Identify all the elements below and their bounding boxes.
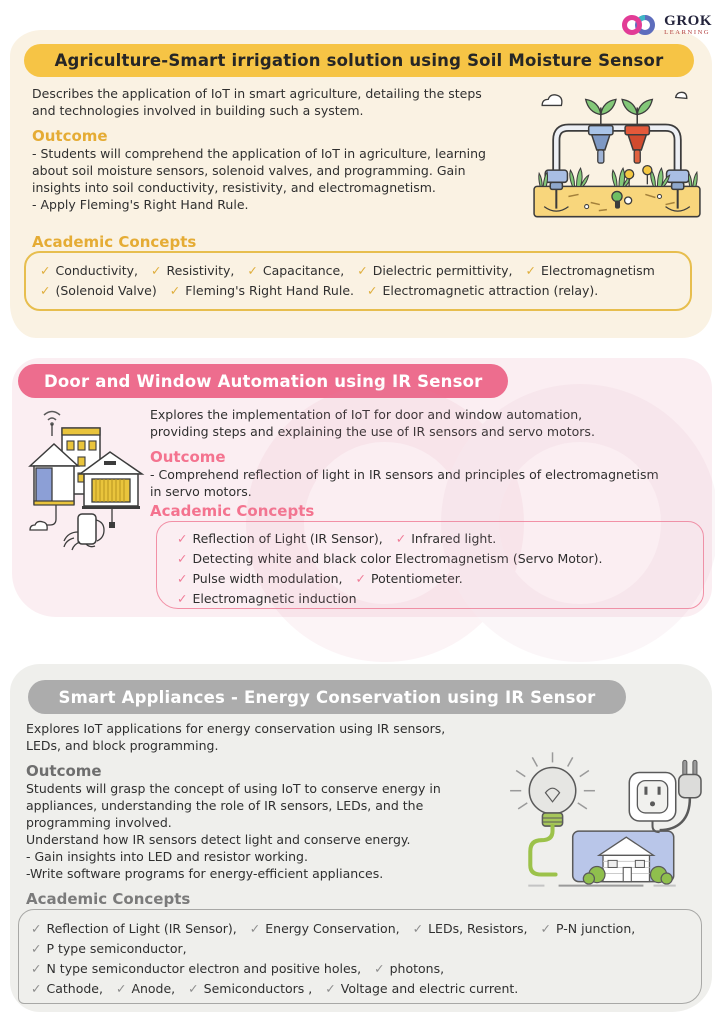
irrigation-scene-icon xyxy=(528,86,706,224)
check-icon: ✓ xyxy=(177,571,188,586)
concept-item-label: Dielectric permittivity, xyxy=(372,263,513,278)
outcome-heading: Outcome xyxy=(32,127,108,145)
check-icon: ✓ xyxy=(374,961,385,976)
concept-item-label: P-N junction, xyxy=(556,921,636,936)
concept-item-label: Resistivity, xyxy=(166,263,235,278)
concept-item-label: Reflection of Light (IR Sensor), xyxy=(46,921,237,936)
concept-item xyxy=(177,549,602,569)
text-line: Students will grasp the concept of using IoT to conserve energy in xyxy=(26,781,441,796)
concept-item-label: Electromagnetic induction xyxy=(192,591,357,606)
check-icon: ✓ xyxy=(31,921,42,936)
energy-scene-icon xyxy=(500,750,702,890)
check-icon: ✓ xyxy=(412,921,424,936)
concept-item xyxy=(31,919,237,939)
concept-item-label: Pulse width modulation, xyxy=(192,571,343,586)
text-line: -Write software programs for energy-efficient appliances. xyxy=(26,866,384,881)
concept-item-label: Cathode, xyxy=(46,981,103,996)
concept-item-label: Electromagnetic attraction (relay). xyxy=(382,283,599,298)
text-line: Explores the implementation of IoT for door and window automation, xyxy=(150,407,583,422)
section-description xyxy=(26,720,445,754)
grok-rings-icon xyxy=(621,12,659,38)
concept-line xyxy=(31,959,689,979)
academic-concepts-heading: Academic Concepts xyxy=(26,890,191,908)
concept-line xyxy=(177,529,693,549)
smart-irrigation-illustration xyxy=(528,86,706,224)
concept-item-label: Reflection of Light (IR Sensor), xyxy=(192,531,383,546)
concept-item-label: Capacitance, xyxy=(262,263,345,278)
outcome-heading: Outcome xyxy=(150,448,226,466)
text-line: - Gain insights into LED and resistor working. xyxy=(26,849,308,864)
concept-item-label: Anode, xyxy=(131,981,176,996)
academic-concepts-box xyxy=(156,521,704,609)
check-icon: ✓ xyxy=(169,283,181,298)
section-title-smart-appliances xyxy=(28,680,626,714)
section-door-window xyxy=(12,358,712,617)
check-icon: ✓ xyxy=(525,263,536,278)
text-line: - Comprehend reflection of light in IR sensors and principles of electromagnetism xyxy=(150,467,659,482)
academic-concepts-box xyxy=(24,251,692,311)
concept-item-label: P type semiconductor, xyxy=(46,941,187,956)
logo-subtitle-text: LEARNING xyxy=(664,28,711,36)
concept-item-label: photons, xyxy=(389,961,445,976)
section-title-text: Door and Window Automation using IR Sensor xyxy=(44,371,483,391)
concept-item xyxy=(31,979,103,999)
concept-item-label: (Solenoid Valve) xyxy=(55,283,157,298)
outcome-text xyxy=(150,466,659,500)
concept-item xyxy=(367,281,598,301)
concept-item xyxy=(40,261,138,281)
check-icon: ✓ xyxy=(151,263,162,278)
concept-item xyxy=(374,959,444,979)
concept-line xyxy=(31,919,689,939)
concept-item xyxy=(413,919,528,939)
concept-line xyxy=(40,281,676,301)
concept-item xyxy=(541,919,636,939)
check-icon: ✓ xyxy=(247,263,258,278)
concept-item-label: Potentiometer. xyxy=(371,571,463,586)
concept-item-label: Electromagnetism xyxy=(540,263,655,278)
concept-line xyxy=(177,569,693,589)
check-icon: ✓ xyxy=(31,961,42,976)
check-icon: ✓ xyxy=(177,531,188,546)
section-title-agriculture xyxy=(24,44,694,77)
logo-brand-text: GROK xyxy=(664,12,712,29)
text-line: insights into soil conductivity, resistivity, and electromagnetism. xyxy=(32,180,436,195)
concept-item-label: Fleming's Right Hand Rule. xyxy=(185,283,354,298)
check-icon: ✓ xyxy=(540,921,552,936)
check-icon: ✓ xyxy=(40,263,51,278)
outcome-heading: Outcome xyxy=(26,762,102,780)
house-automation-illustration xyxy=(22,402,150,552)
concept-item-label: Energy Conservation, xyxy=(265,921,400,936)
concept-item xyxy=(31,959,361,979)
check-icon: ✓ xyxy=(188,981,199,996)
academic-concepts-heading: Academic Concepts xyxy=(32,233,197,251)
text-line: in servo motors. xyxy=(150,484,252,499)
concept-item xyxy=(40,281,157,301)
concept-item xyxy=(170,281,354,301)
check-icon: ✓ xyxy=(177,551,188,566)
concept-item-label: Voltage and electric current. xyxy=(340,981,519,996)
brand-logo xyxy=(621,12,712,38)
text-line: appliances, understanding the role of IR sensors, LEDs, and the xyxy=(26,798,424,813)
text-line: providing steps and explaining the use of IR sensors and servo motors. xyxy=(150,424,595,439)
concept-item-label: N type semiconductor electron and positive holes, xyxy=(46,961,362,976)
outcome-text xyxy=(32,145,486,213)
check-icon: ✓ xyxy=(31,941,42,956)
section-description xyxy=(32,85,482,119)
concept-item xyxy=(116,979,175,999)
concept-item xyxy=(177,589,357,609)
section-smart-appliances xyxy=(10,664,712,1012)
concept-item xyxy=(151,261,234,281)
concept-line xyxy=(177,589,693,609)
concept-item xyxy=(177,529,383,549)
concept-item xyxy=(188,979,312,999)
check-icon: ✓ xyxy=(31,981,42,996)
check-icon: ✓ xyxy=(357,263,368,278)
text-line: programming involved. xyxy=(26,815,172,830)
text-line: Describes the application of IoT in smart agriculture, detailing the steps xyxy=(32,86,482,101)
text-line: about soil moisture sensors, solenoid valves, and programming. Gain xyxy=(32,163,466,178)
check-icon: ✓ xyxy=(395,531,407,546)
academic-concepts-heading: Academic Concepts xyxy=(150,502,315,520)
check-icon: ✓ xyxy=(40,283,51,298)
concept-item-label: Detecting white and black color Electromagnetism (Servo Motor). xyxy=(192,551,603,566)
concept-item xyxy=(31,939,187,959)
text-line: - Apply Fleming's Right Hand Rule. xyxy=(32,197,249,212)
concept-line xyxy=(177,549,693,569)
energy-conservation-illustration xyxy=(500,750,702,890)
academic-concepts-box xyxy=(18,909,702,1004)
check-icon: ✓ xyxy=(325,981,336,996)
check-icon: ✓ xyxy=(355,571,367,586)
section-title-text: Agriculture-Smart irrigation solution using Soil Moisture Sensor xyxy=(54,51,664,70)
concept-item-label: Semiconductors , xyxy=(203,981,313,996)
concept-item xyxy=(356,569,463,589)
concept-item xyxy=(357,261,512,281)
concept-item xyxy=(396,529,496,549)
text-line: and technologies involved in building such a system. xyxy=(32,103,364,118)
check-icon: ✓ xyxy=(115,981,127,996)
concept-line xyxy=(40,261,676,281)
concept-line xyxy=(31,939,689,959)
check-icon: ✓ xyxy=(249,921,261,936)
section-title-text: Smart Appliances - Energy Conservation using IR Sensor xyxy=(58,687,596,707)
section-title-door-window xyxy=(18,364,508,398)
concept-item-label: Infrared light. xyxy=(411,531,497,546)
concept-item xyxy=(525,261,654,281)
check-icon: ✓ xyxy=(177,591,188,606)
house-scene-icon xyxy=(22,402,150,552)
text-line: Explores IoT applications for energy conservation using IR sensors, xyxy=(26,721,446,736)
concept-item-label: LEDs, Resistors, xyxy=(428,921,528,936)
check-icon: ✓ xyxy=(366,283,378,298)
text-line: - Students will comprehend the application of IoT in agriculture, learning xyxy=(32,146,486,161)
section-description xyxy=(150,406,595,440)
concept-item xyxy=(325,979,518,999)
concept-item-label: Conductivity, xyxy=(55,263,139,278)
concept-item xyxy=(250,919,400,939)
section-agriculture xyxy=(10,30,712,338)
concept-item xyxy=(247,261,344,281)
concept-item xyxy=(177,569,343,589)
outcome-text xyxy=(26,780,441,882)
text-line: Understand how IR sensors detect light and conserve energy. xyxy=(26,832,411,847)
concept-line xyxy=(31,979,689,999)
text-line: LEDs, and block programming. xyxy=(26,738,219,753)
logo-text xyxy=(664,14,712,37)
